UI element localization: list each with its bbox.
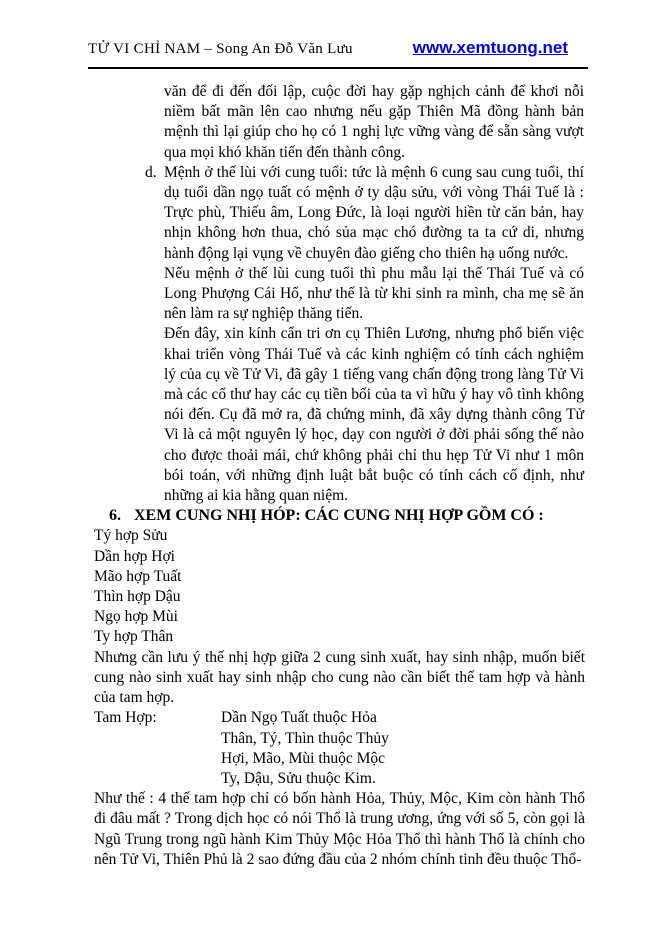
paragraph-den-day: Đến đây, xin kính cẩn tri ơn cụ Thiên Lương, nhưng phổ biến việc khai triển vòng Thái Tuế và các kinh nghiệm có tính cách nghiệm lý của cụ về Tử Vi, đã gây 1 tiếng vang chấn động trong làng Tử Vi mà các cổ thư hay các cụ tiền bối của ta vì hữu ý hay vô tình không nói đến. Cụ đã mở ra, đã chứng minh, đã xây dựng thành công Tử Vi là cả một nguyên lý học, dạy con người ở đời phải sống thế nào cho được thoải mái, chứ không phải chỉ thu hẹp Tử Vi như 1 môn bói toán, với những định luật bắt buộc có tính cách cố định, như những ai kia hằng quan niệm. <box>164 325 584 505</box>
section-6-title: XEM CUNG NHỊ HÓP: CÁC CUNG NHỊ HỢP GỒM CÓ : <box>134 507 544 525</box>
pair-list <box>94 526 585 647</box>
list-item-d <box>145 163 584 264</box>
list-item-d-marker: d. <box>145 163 157 181</box>
pair-list-item: Ty hợp Thân <box>94 628 174 646</box>
indented-section <box>145 82 584 506</box>
paragraph-continuation: văn để đi đến đối lập, cuộc đời hay gặp nghịch cảnh để khơi nỗi niềm bất mãn lên cao nhưng nếu gặp Thiên Mã đồng hành bản mệnh thì lại giúp cho họ có 1 nghị lực vững vàng để sẵn sàng vượt qua mọi khó khăn tiến đến thành công. <box>164 83 584 161</box>
tam-hop-label: Tam Hợp: <box>94 709 157 727</box>
paragraph-nhung-can: Nhưng cần lưu ý thế nhị hợp giữa 2 cung sinh xuất, hay sinh nhập, muốn biết cung nào sinh xuất hay sinh nhập cho cung nào cần biết thế tam hợp và hành của tam hợp. <box>94 648 585 707</box>
tam-hop-item: Hợi, Mão, Mùi thuộc Mộc <box>221 749 386 767</box>
paragraph-nhu-the: Như thế : 4 thế tam hợp chỉ có bốn hành Hỏa, Thủy, Mộc, Kim còn hành Thổ đi đâu mất ? Trong dịch học có nói Thổ là trung ương, ứng với số 5, còn gọi là Ngũ Trung trong ngũ hành Kim Thủy Mộc Hỏa Thổ thì hành Thổ là chính cho nên Tử Vi, Thiên Phủ là 2 sao đứng đầu của 2 nhóm chính tinh đều thuộc Thổ- <box>94 790 585 868</box>
list-item-d-text: Mệnh ở thế lùi với cung tuổi: tức là mệnh 6 cung sau cung tuổi, thí dụ tuổi dần ngọ tuất có mệnh ở ty dậu sửu, với vòng Thái Tuế là : Trực phù, Thiếu âm, Long Đức, là loại người hiền từ căn bản, hay nhịn không hơn thua, chó sủa mạc chó đường ta ta cứ di, nhưng hành động lại vụng về chuyên đào giếng cho thiên hạ uống nước. <box>164 163 584 262</box>
document-body <box>94 82 585 870</box>
pair-list-item: Ngọ hợp Mùi <box>94 608 178 626</box>
paragraph-neu-menh: Nếu mệnh ở thế lùi cung tuổi thì phu mẫu lại thế Thái Tuế và có Long Phượng Cái Hổ, như thế là từ khi sinh ra mình, cha mẹ sẽ ăn nên làm ra sự nghiệp thăng tiến. <box>164 264 584 323</box>
pair-list-item: Tý hợp Sửu <box>94 527 168 545</box>
pair-list-item: Dần hợp Hợi <box>94 547 175 565</box>
section-6-number: 6. <box>109 507 121 525</box>
tam-hop-block <box>94 708 585 789</box>
tam-hop-items <box>221 708 585 789</box>
pair-list-item: Mão hợp Tuất <box>94 567 182 585</box>
website-link[interactable]: www.xemtuong.net <box>412 38 568 57</box>
tam-hop-item: Ty, Dậu, Sửu thuộc Kim. <box>221 769 376 787</box>
pair-list-item: Thìn hợp Dậu <box>94 588 181 606</box>
tam-hop-item: Thân, Tý, Thìn thuộc Thủy <box>221 729 389 747</box>
section-6-heading <box>94 506 585 526</box>
page-header <box>0 0 669 58</box>
header-divider <box>88 67 588 69</box>
document-title: TỬ VI CHỈ NAM – Song An Đỗ Văn Lưu <box>88 41 353 57</box>
tam-hop-item: Dần Ngọ Tuất thuộc Hỏa <box>221 709 377 727</box>
